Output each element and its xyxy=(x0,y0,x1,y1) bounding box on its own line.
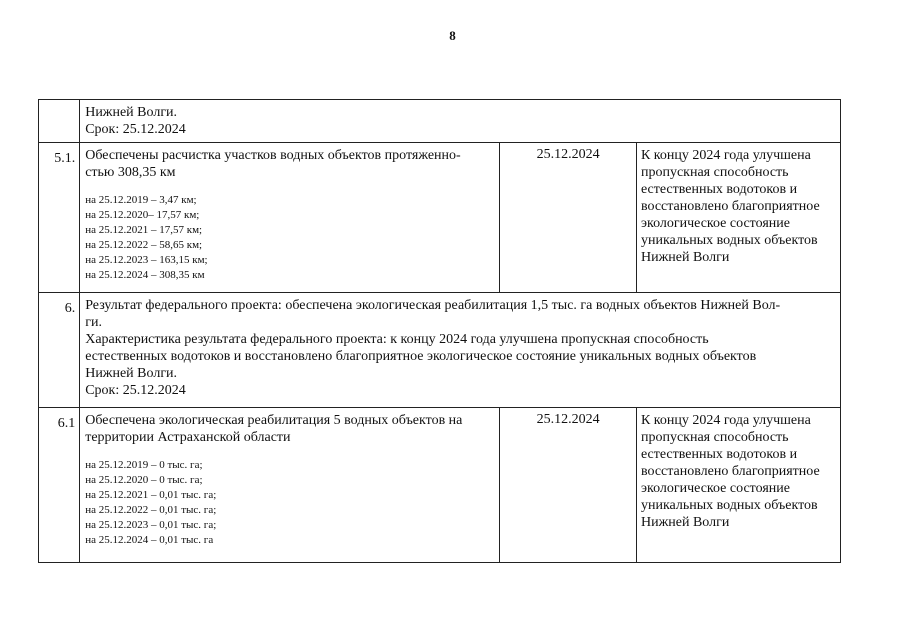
text-line: Нижней Волги. xyxy=(85,105,178,120)
list-item: на 25.12.2021 – 0,01 тыс. га; xyxy=(85,489,217,501)
text-line: пропускная способность xyxy=(640,430,789,445)
project-result-text xyxy=(80,293,841,408)
text-line: естественных водотоков и восстановлено благоприятное экологическое состояние уникальных водных объектов xyxy=(85,349,757,364)
text-line: ги. xyxy=(85,315,102,330)
table-row-5-1 xyxy=(39,143,841,293)
text-line: К концу 2024 года улучшена xyxy=(640,413,811,428)
table-row-continuation xyxy=(39,100,841,143)
text-line: уникальных водных объектов xyxy=(640,233,818,248)
row-number-cell xyxy=(39,100,80,143)
text-line: Нижней Волги xyxy=(640,515,730,530)
text-line: пропускная способность xyxy=(640,165,789,180)
row-number: 6. xyxy=(39,293,80,408)
deadline-date: 25.12.2024 xyxy=(500,408,637,563)
text-line: Нижней Волги. xyxy=(85,366,178,381)
row-number: 6.1 xyxy=(39,408,80,563)
list-item: на 25.12.2021 – 17,57 км; xyxy=(85,224,203,236)
list-item: на 25.12.2022 – 0,01 тыс. га; xyxy=(85,504,217,516)
text-line: Характеристика результата федерального проекта: к концу 2024 года улучшена пропускная способность xyxy=(85,332,709,347)
text-line: Нижней Волги xyxy=(640,250,730,265)
table-row-6-1 xyxy=(39,408,841,563)
task-description xyxy=(80,143,500,293)
result-description xyxy=(636,408,840,563)
continuation-text xyxy=(80,100,841,143)
task-description xyxy=(80,408,500,563)
text-line: естественных водотоков и xyxy=(640,182,798,197)
list-item: на 25.12.2020– 17,57 км; xyxy=(85,209,200,221)
task-title: территории Астраханской области xyxy=(85,430,291,445)
list-item: на 25.12.2020 – 0 тыс. га; xyxy=(85,474,203,486)
deadline-date: 25.12.2024 xyxy=(500,143,637,293)
text-line: восстановлено благоприятное xyxy=(640,199,820,214)
list-item: на 25.12.2024 – 0,01 тыс. га xyxy=(85,534,214,546)
text-line: К концу 2024 года улучшена xyxy=(640,148,811,163)
text-line: Срок: 25.12.2024 xyxy=(85,122,186,137)
text-line: экологическое состояние xyxy=(640,216,790,231)
text-line: Срок: 25.12.2024 xyxy=(85,383,186,398)
milestone-list xyxy=(85,458,495,548)
list-item: на 25.12.2023 – 0,01 тыс. га; xyxy=(85,519,217,531)
project-table xyxy=(38,99,841,563)
table-row-6 xyxy=(39,293,841,408)
text-line: уникальных водных объектов xyxy=(640,498,818,513)
page-number: 8 xyxy=(449,28,456,43)
text-line: восстановлено благоприятное xyxy=(640,464,820,479)
result-description xyxy=(636,143,840,293)
text-line: естественных водотоков и xyxy=(640,447,798,462)
milestone-list xyxy=(85,193,495,283)
task-title: Обеспечена экологическая реабилитация 5 водных объектов на xyxy=(85,413,463,428)
row-number: 5.1. xyxy=(39,143,80,293)
list-item: на 25.12.2023 – 163,15 км; xyxy=(85,254,208,266)
list-item: на 25.12.2022 – 58,65 км; xyxy=(85,239,203,251)
text-line: экологическое состояние xyxy=(640,481,790,496)
list-item: на 25.12.2019 – 3,47 км; xyxy=(85,194,197,206)
list-item: на 25.12.2019 – 0 тыс. га; xyxy=(85,459,203,471)
text-line: Результат федерального проекта: обеспечена экологическая реабилитация 1,5 тыс. га водных объектов Нижней Вол- xyxy=(85,298,781,313)
list-item: на 25.12.2024 – 308,35 км xyxy=(85,269,205,281)
task-title: стью 308,35 км xyxy=(85,165,176,180)
task-title: Обеспечены расчистка участков водных объектов протяженно- xyxy=(85,148,461,163)
